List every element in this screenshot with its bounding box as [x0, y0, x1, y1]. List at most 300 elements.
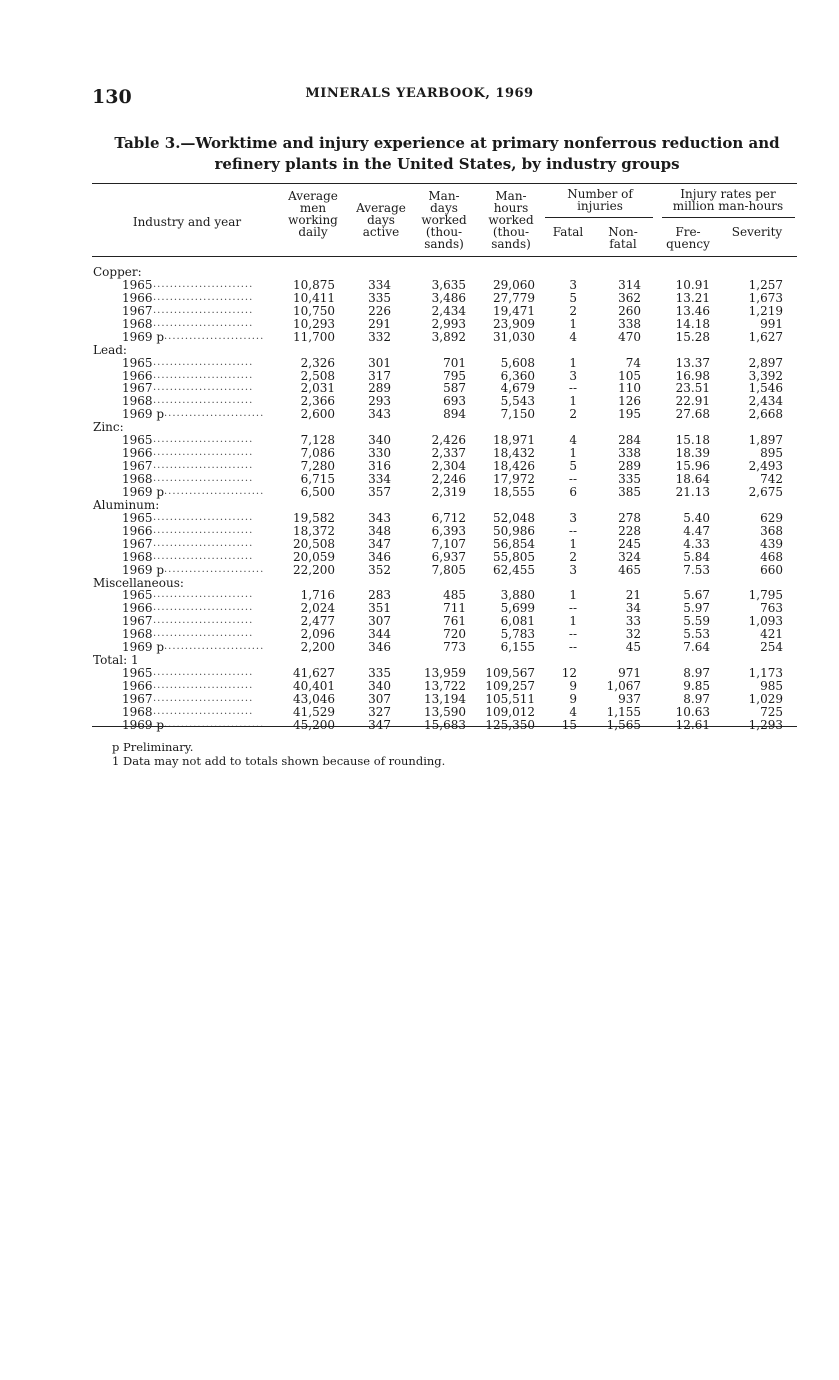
man-days-cell: 773: [443, 640, 466, 655]
severity-cell: 1,257: [748, 277, 783, 292]
group-label-text: Aluminum:: [93, 497, 160, 512]
severity-cell: 2,897: [748, 355, 783, 370]
avg-men-cell: 45,200: [293, 717, 335, 732]
dot-leader: ........................: [153, 550, 254, 562]
man-hours-cell: 29,060: [493, 277, 535, 292]
fatal-cell: --: [568, 601, 577, 616]
severity-cell: 725: [760, 704, 783, 719]
man-hours-cell: 31,030: [493, 329, 535, 344]
avg-days-cell: 335: [368, 666, 391, 681]
frequency-cell: 23.51: [675, 381, 710, 396]
avg-men-cell: 2,477: [300, 614, 335, 629]
dot-leader: ........................: [153, 524, 254, 536]
year-cell: 1965: [122, 666, 153, 681]
year-cell: 1965: [122, 588, 153, 603]
frequency-cell: 5.40: [683, 510, 710, 525]
fatal-cell: 1: [569, 588, 577, 603]
frequency-cell: 15.28: [675, 329, 710, 344]
frequency-cell: 5.84: [683, 549, 710, 564]
avg-days-cell: 343: [368, 407, 391, 422]
dot-leader: ........................: [153, 395, 254, 407]
dot-leader: ........................: [153, 705, 254, 717]
year-cell: 1965: [122, 355, 153, 370]
dot-leader: ........................: [164, 485, 265, 497]
group-label-text: Total: 1: [93, 653, 139, 668]
group-label-text: Miscellaneous:: [93, 575, 184, 590]
fatal-cell: --: [568, 640, 577, 655]
year-cell: 1968: [122, 549, 153, 564]
severity-cell: 2,493: [748, 459, 783, 474]
severity-cell: 895: [760, 446, 783, 461]
nonfatal-cell: 45: [625, 640, 641, 655]
man-hours-cell: 109,257: [485, 679, 535, 693]
severity-cell: 1,795: [748, 588, 783, 603]
nonfatal-cell: 33: [625, 614, 641, 629]
avg-men-cell: 2,200: [300, 640, 335, 655]
avg-men-cell: 6,715: [300, 472, 335, 486]
year-cell: 1965: [122, 433, 153, 448]
severity-cell: 1,029: [748, 691, 783, 706]
severity-cell: 2,434: [748, 394, 783, 409]
group-label-text: Copper:: [93, 265, 142, 279]
severity-cell: 660: [760, 562, 783, 577]
fatal-cell: 6: [569, 484, 577, 499]
man-days-cell: 761: [443, 614, 466, 629]
table-row: [0, 305, 839, 318]
group-label-text: Lead:: [93, 342, 127, 357]
fatal-cell: --: [568, 627, 577, 642]
dot-leader: ........................: [153, 447, 254, 459]
page-number: 130: [92, 86, 132, 108]
frequency-cell: 12.61: [675, 717, 710, 732]
dot-leader: ........................: [164, 408, 265, 420]
frequency-cell: 13.46: [675, 303, 710, 318]
man-days-cell: 795: [443, 368, 466, 383]
fatal-cell: 1: [569, 536, 577, 551]
year-cell: 1969 p: [122, 640, 165, 655]
avg-men-cell: 10,875: [293, 277, 335, 292]
table-row: [0, 706, 839, 719]
frequency-cell: 10.91: [675, 277, 710, 292]
man-days-cell: 3,892: [431, 329, 466, 344]
year-cell: 1968: [122, 394, 153, 409]
avg-days-cell: 334: [368, 277, 391, 292]
table-row: [0, 318, 839, 331]
year-cell: 1968: [122, 704, 153, 719]
man-hours-cell: 5,543: [500, 394, 535, 409]
fatal-cell: 9: [569, 679, 577, 693]
year-cell: 1968: [122, 316, 153, 331]
man-hours-cell: 125,350: [485, 717, 535, 732]
table-row: [0, 486, 839, 499]
man-days-cell: 13,959: [424, 666, 466, 681]
fatal-cell: 3: [569, 368, 577, 383]
man-days-cell: 13,590: [424, 704, 466, 719]
year-cell: 1968: [122, 472, 153, 486]
year-cell: 1967: [122, 303, 153, 318]
year-cell: 1967: [122, 381, 153, 396]
frequency-cell: 14.18: [675, 316, 710, 331]
man-days-cell: 6,937: [431, 549, 466, 564]
nonfatal-cell: 110: [618, 381, 641, 396]
header-nonfatal: Non- fatal: [608, 225, 638, 251]
avg-men-cell: 2,096: [300, 627, 335, 642]
header-frequency: Fre- quency: [666, 225, 710, 251]
frequency-cell: 9.85: [683, 679, 710, 693]
fatal-cell: 5: [569, 459, 577, 474]
avg-men-cell: 2,508: [300, 368, 335, 383]
man-hours-cell: 56,854: [493, 536, 535, 551]
avg-men-cell: 10,293: [293, 316, 335, 331]
fatal-cell: 4: [569, 433, 577, 448]
nonfatal-cell: 126: [618, 394, 641, 409]
table-title: [92, 133, 802, 175]
man-hours-cell: 18,555: [493, 484, 535, 499]
table-body: [0, 266, 839, 732]
header-fatal: Fatal: [552, 225, 584, 239]
year-cell: 1965: [122, 510, 153, 525]
severity-cell: 421: [760, 627, 783, 642]
avg-days-cell: 289: [368, 381, 391, 396]
avg-men-cell: 2,600: [300, 407, 335, 422]
year-cell: 1967: [122, 536, 153, 551]
avg-men-cell: 1,716: [300, 588, 335, 603]
man-days-cell: 6,393: [431, 523, 466, 538]
table-header-bottom-rule: [92, 256, 797, 257]
year-cell: 1966: [122, 368, 153, 383]
dot-leader: ........................: [153, 291, 254, 303]
nonfatal-cell: 245: [618, 536, 641, 551]
man-days-cell: 2,434: [431, 303, 466, 318]
man-days-cell: 6,712: [431, 510, 466, 525]
fatal-cell: 1: [569, 316, 577, 331]
header-men: Average men working daily: [288, 189, 338, 239]
year-cell: 1969 p: [122, 717, 165, 732]
frequency-cell: 5.67: [683, 588, 710, 603]
man-hours-cell: 7,150: [500, 407, 535, 422]
fatal-cell: 1: [569, 446, 577, 461]
avg-days-cell: 307: [368, 691, 391, 706]
avg-men-cell: 41,529: [293, 704, 335, 719]
fatal-cell: 2: [569, 303, 577, 318]
year-cell: 1966: [122, 446, 153, 461]
frequency-cell: 8.97: [683, 691, 710, 706]
man-days-cell: 2,993: [431, 316, 466, 331]
header-severity: Severity: [731, 225, 783, 239]
frequency-cell: 27.68: [675, 407, 710, 422]
running-head: MINERALS YEARBOOK, 1969: [305, 86, 534, 101]
table-row: [0, 279, 839, 292]
severity-cell: 1,219: [748, 303, 783, 318]
header-mandays: Man- days worked (thou- sands): [421, 189, 467, 251]
severity-cell: 254: [760, 640, 783, 655]
header-injuries: Number of injuries: [567, 187, 633, 213]
table-title-line: refinery plants in the United States, by industry groups: [214, 155, 680, 173]
nonfatal-cell: 314: [618, 277, 641, 292]
frequency-cell: 15.96: [675, 459, 710, 474]
dot-leader: ........................: [153, 278, 254, 290]
man-hours-cell: 18,432: [493, 446, 535, 461]
avg-days-cell: 347: [368, 536, 391, 551]
man-hours-cell: 6,081: [500, 614, 535, 629]
avg-men-cell: 40,401: [293, 679, 335, 693]
nonfatal-cell: 34: [625, 601, 641, 616]
fatal-cell: 1: [569, 614, 577, 629]
man-days-cell: 587: [443, 381, 466, 396]
man-hours-cell: 17,972: [493, 472, 535, 486]
avg-days-cell: 316: [368, 459, 391, 474]
frequency-cell: 15.18: [675, 433, 710, 448]
severity-cell: 991: [760, 316, 783, 331]
man-days-cell: 15,683: [424, 717, 466, 732]
fatal-cell: 1: [569, 355, 577, 370]
frequency-cell: 4.47: [683, 523, 710, 538]
severity-cell: 3,392: [748, 368, 783, 383]
table-row: [0, 680, 839, 693]
dot-leader: ........................: [153, 473, 254, 484]
header-injuries-rule: [545, 217, 653, 218]
nonfatal-cell: 228: [618, 523, 641, 538]
table-row: [0, 331, 839, 344]
year-cell: 1966: [122, 601, 153, 616]
man-hours-cell: 55,805: [493, 549, 535, 564]
year-cell: 1966: [122, 290, 153, 305]
group-label-text: Zinc:: [93, 420, 124, 435]
man-days-cell: 894: [443, 407, 466, 422]
avg-days-cell: 332: [368, 329, 391, 344]
table-row: [0, 551, 839, 564]
severity-cell: 1,173: [748, 666, 783, 681]
man-hours-cell: 4,679: [500, 381, 535, 396]
nonfatal-cell: 1,565: [606, 717, 641, 732]
avg-days-cell: 301: [368, 355, 391, 370]
year-cell: 1967: [122, 614, 153, 629]
man-days-cell: 2,304: [431, 459, 466, 474]
year-cell: 1965: [122, 277, 153, 292]
frequency-cell: 5.97: [683, 601, 710, 616]
avg-men-cell: 2,024: [300, 601, 335, 616]
man-days-cell: 720: [443, 627, 466, 642]
avg-days-cell: 351: [368, 601, 391, 616]
nonfatal-cell: 278: [618, 510, 641, 525]
dot-leader: ........................: [153, 680, 254, 691]
avg-days-cell: 343: [368, 510, 391, 525]
avg-men-cell: 10,750: [293, 303, 335, 318]
fatal-cell: 15: [561, 717, 577, 732]
dot-leader: ........................: [153, 382, 254, 394]
dot-leader: ........................: [153, 628, 254, 640]
severity-cell: 985: [760, 679, 783, 693]
frequency-cell: 7.53: [683, 562, 710, 577]
fatal-cell: --: [568, 523, 577, 538]
man-hours-cell: 19,471: [493, 303, 535, 318]
severity-cell: 1,093: [748, 614, 783, 629]
footnote-preliminary: p Preliminary.: [112, 740, 194, 754]
year-cell: 1967: [122, 691, 153, 706]
fatal-cell: 1: [569, 394, 577, 409]
man-days-cell: 7,805: [431, 562, 466, 577]
nonfatal-cell: 335: [618, 472, 641, 486]
table-row: [0, 693, 839, 706]
group-label: [0, 344, 839, 357]
header-days: Average days active: [356, 201, 406, 239]
avg-days-cell: 352: [368, 562, 391, 577]
group-label: [0, 266, 839, 279]
man-days-cell: 2,426: [431, 433, 466, 448]
avg-days-cell: 346: [368, 640, 391, 655]
man-hours-cell: 5,783: [500, 627, 535, 642]
dot-leader: ........................: [164, 330, 265, 342]
fatal-cell: 9: [569, 691, 577, 706]
severity-cell: 629: [760, 510, 783, 525]
avg-men-cell: 18,372: [293, 523, 335, 538]
man-hours-cell: 50,986: [493, 523, 535, 538]
man-hours-cell: 3,880: [500, 588, 535, 603]
table-row: [0, 525, 839, 538]
table-row: [0, 292, 839, 305]
avg-days-cell: 291: [368, 316, 391, 331]
dot-leader: ........................: [153, 692, 254, 704]
avg-men-cell: 43,046: [293, 691, 335, 706]
dot-leader: ........................: [164, 563, 265, 575]
avg-days-cell: 346: [368, 549, 391, 564]
avg-days-cell: 307: [368, 614, 391, 629]
nonfatal-cell: 1,067: [606, 679, 641, 693]
frequency-cell: 4.33: [683, 536, 710, 551]
fatal-cell: 3: [569, 277, 577, 292]
man-days-cell: 3,486: [431, 290, 466, 305]
avg-men-cell: 7,280: [300, 459, 335, 474]
header-manhours: Man- hours worked (thou- sands): [488, 189, 534, 251]
footnotes: [112, 740, 445, 768]
dot-leader: ........................: [153, 317, 254, 329]
dot-leader: ........................: [153, 369, 254, 381]
footnote-rounding: 1 Data may not add to totals shown because of rounding.: [112, 754, 446, 768]
avg-men-cell: 19,582: [293, 510, 335, 525]
severity-cell: 763: [760, 601, 783, 616]
man-days-cell: 13,194: [424, 691, 466, 706]
man-days-cell: 2,337: [431, 446, 466, 461]
year-cell: 1966: [122, 523, 153, 538]
avg-days-cell: 344: [368, 627, 391, 642]
frequency-cell: 5.59: [683, 614, 710, 629]
nonfatal-cell: 338: [618, 316, 641, 331]
year-cell: 1969 p: [122, 562, 165, 577]
frequency-cell: 8.97: [683, 666, 710, 681]
avg-men-cell: 20,508: [293, 536, 335, 551]
year-cell: 1968: [122, 627, 153, 642]
nonfatal-cell: 324: [618, 549, 641, 564]
nonfatal-cell: 289: [618, 459, 641, 474]
dot-leader: ........................: [153, 434, 254, 446]
avg-men-cell: 2,326: [300, 355, 335, 370]
fatal-cell: 4: [569, 704, 577, 719]
man-hours-cell: 6,155: [500, 640, 535, 655]
frequency-cell: 13.21: [675, 290, 710, 305]
dot-leader: ........................: [164, 641, 265, 653]
year-cell: 1969 p: [122, 329, 165, 344]
frequency-cell: 5.53: [683, 627, 710, 642]
severity-cell: 742: [760, 472, 783, 486]
avg-days-cell: 327: [368, 704, 391, 719]
avg-men-cell: 20,059: [293, 549, 335, 564]
avg-men-cell: 7,086: [300, 446, 335, 461]
nonfatal-cell: 260: [618, 303, 641, 318]
severity-cell: 368: [760, 523, 783, 538]
nonfatal-cell: 937: [618, 691, 641, 706]
frequency-cell: 16.98: [675, 368, 710, 383]
fatal-cell: 2: [569, 407, 577, 422]
man-hours-cell: 18,971: [493, 433, 535, 448]
table-row: [0, 564, 839, 577]
man-hours-cell: 109,012: [485, 704, 535, 719]
avg-men-cell: 2,366: [300, 394, 335, 409]
fatal-cell: 12: [561, 666, 577, 681]
severity-cell: 1,897: [748, 433, 783, 448]
fatal-cell: 3: [569, 510, 577, 525]
table-top-rule: [92, 183, 797, 184]
severity-cell: 468: [760, 549, 783, 564]
dot-leader: ........................: [153, 511, 254, 523]
nonfatal-cell: 284: [618, 433, 641, 448]
severity-cell: 439: [760, 536, 783, 551]
dot-leader: ........................: [153, 615, 254, 627]
avg-days-cell: 335: [368, 290, 391, 305]
avg-days-cell: 293: [368, 394, 391, 409]
dot-leader: ........................: [153, 589, 254, 601]
man-days-cell: 3,635: [431, 277, 466, 292]
nonfatal-cell: 470: [618, 329, 641, 344]
table-title-line: Table 3.—Worktime and injury experience at primary nonferrous reduction and: [114, 134, 780, 152]
avg-days-cell: 357: [368, 484, 391, 499]
frequency-cell: 13.37: [675, 355, 710, 370]
avg-men-cell: 10,411: [293, 290, 335, 305]
header-rates-rule: [662, 217, 795, 218]
nonfatal-cell: 465: [618, 562, 641, 577]
avg-days-cell: 283: [368, 588, 391, 603]
severity-cell: 1,627: [748, 329, 783, 344]
man-hours-cell: 18,426: [493, 459, 535, 474]
avg-days-cell: 226: [368, 303, 391, 318]
avg-days-cell: 340: [368, 433, 391, 448]
dot-leader: ........................: [153, 460, 254, 472]
year-cell: 1969 p: [122, 484, 165, 499]
man-days-cell: 2,319: [431, 484, 466, 499]
nonfatal-cell: 385: [618, 484, 641, 499]
frequency-cell: 18.64: [675, 472, 710, 486]
table-row: [0, 538, 839, 551]
man-days-cell: 13,722: [424, 679, 466, 693]
table-row: [0, 408, 839, 421]
avg-men-cell: 41,627: [293, 666, 335, 681]
year-cell: 1969 p: [122, 407, 165, 422]
avg-men-cell: 7,128: [300, 433, 335, 448]
avg-days-cell: 334: [368, 472, 391, 486]
fatal-cell: --: [568, 472, 577, 486]
avg-men-cell: 2,031: [300, 381, 335, 396]
dot-leader: ........................: [153, 537, 254, 549]
avg-days-cell: 317: [368, 368, 391, 383]
table-row: [0, 512, 839, 525]
fatal-cell: --: [568, 381, 577, 396]
group-label: [0, 499, 839, 512]
frequency-cell: 22.91: [675, 394, 710, 409]
frequency-cell: 18.39: [675, 446, 710, 461]
avg-days-cell: 347: [368, 717, 391, 732]
fatal-cell: 2: [569, 549, 577, 564]
man-days-cell: 2,246: [431, 472, 466, 486]
header-industry: Industry and year: [132, 215, 242, 229]
